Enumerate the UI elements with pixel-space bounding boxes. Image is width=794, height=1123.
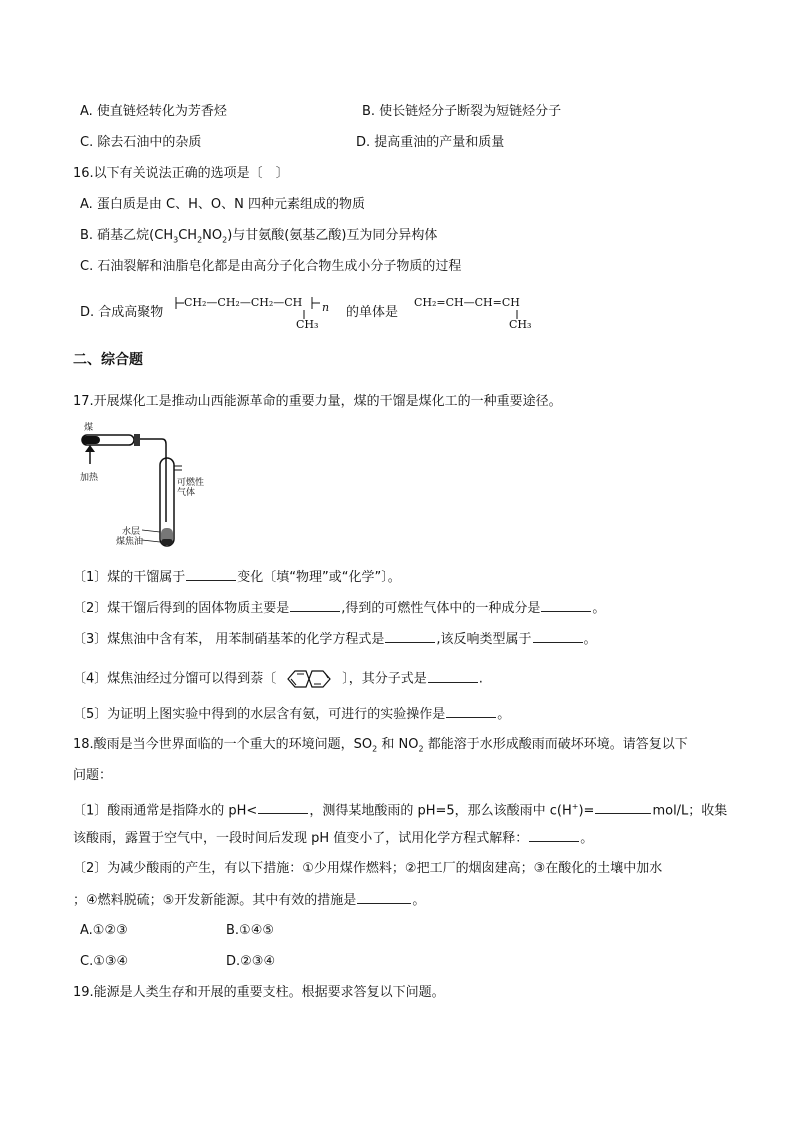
label-tar: 煤焦油 [116,537,144,547]
answer-blank[interactable] [290,599,340,612]
answer-blank[interactable] [258,801,308,814]
q17-part3: 〔3〕煤焦油中含有苯， 用苯制硝基苯的化学方程式是 ,该反响类型属于 。 [73,632,597,647]
q17-part5: 〔5〕为证明上图实验中得到的水层含有氨，可进行的实验操作是 。 [73,707,511,722]
q16-option-b: B. 硝基乙烷$(CH_3CH_2NO_2)$与甘氨酸(氨基乙酸)互为同分异构体 [80,228,438,245]
polymer-formula [172,293,344,333]
label-water: 水层 [122,527,141,537]
q16-option-d-prefix: D. 合成高聚物 [80,305,164,320]
answer-blank[interactable] [357,891,411,904]
naphthalene-structure [280,667,338,691]
answer-blank[interactable] [385,630,435,643]
q16-stem: 16.以下有关说法正确的选项是〔 〕 [73,166,289,181]
q18-stem-line2: 问题： [73,768,113,783]
q15-option-a: A. 使直链烃转化为芳香烃 [80,104,227,119]
q17-stem: 17.开展煤化工是推动山西能源革命的重要力量，煤的干馏是煤化工的一种重要途径。 [73,394,562,409]
q18-option-b: B.①④⑤ [226,923,275,938]
q18-option-a: A.①②③ [80,923,128,938]
label-coal: 煤 [84,423,94,433]
q18-stem-line1: 18.酸雨是当今世界面临的一个重大的环境问题，$SO_2$ 和 $NO_2$ 都能溶于水形成酸雨而破坏环境。请答复以下 [73,737,688,754]
q16-option-a: A. 蛋白质是由 C、H、O、N 四种元素组成的物质 [80,197,366,212]
q17-part4: 〔4〕煤焦油经过分馏可以得到萘〔 〕，其分子式是 . [73,667,483,691]
q17-part1: 〔1〕煤的干馏属于 变化〔填“物理”或“化学”〕。 [73,570,401,585]
q16-option-d-mid: 的单体是 [346,305,399,320]
answer-blank[interactable] [186,568,236,581]
answer-blank[interactable] [428,670,478,683]
q18-part2-line1: 〔2〕为减少酸雨的产生，有以下措施：①少用煤作燃料；②把工厂的烟囱建高；③在酸化的土壤中加水 [73,861,663,876]
monomer-formula [414,293,544,333]
answer-blank[interactable] [446,705,496,718]
q18-part1-line1: 〔1〕酸雨通常是指降水的 pH< ，测得某地酸雨的 pH=5，那么该酸雨中 c(H+)= mol/L；收集 [73,802,728,819]
q17-part2: 〔2〕煤干馏后得到的固体物质主要是 ,得到的可燃性气体中的一种成分是 。 [73,601,606,616]
section-heading: 二、综合题 [73,352,143,368]
q15-option-b: B. 使长链烃分子断裂为短链烃分子 [362,104,562,119]
label-heat: 加热 [80,473,99,483]
q15-option-d: D. 提高重油的产量和质量 [356,135,505,150]
label-gas: 可燃性 气体 [177,478,205,498]
dry-distillation-figure [74,422,224,552]
answer-blank[interactable] [533,630,583,643]
q18-option-c: C.①③④ [80,954,129,969]
q19-stem: 19.能源是人类生存和开展的重要支柱。根据要求答复以下问题。 [73,985,445,1000]
q18-part2-line2: ；④燃料脱硫；⑤开发新能源。其中有效的措施是 。 [73,893,426,908]
polymer-chain: CH₂—CH₂—CH₂—CH [184,296,303,309]
monomer-methyl: CH₃ [509,318,532,331]
polymer-n: n [322,301,330,314]
q18-option-d: D.②③④ [226,954,276,969]
q18-part1-line2: 该酸雨，露置于空气中，一段时间后发现 pH 值变小了，试用化学方程式解释： 。 [73,831,594,846]
answer-blank[interactable] [541,599,591,612]
q16-option-c: C. 石油裂解和油脂皂化都是由高分子化合物生成小分子物质的过程 [80,259,462,274]
polymer-methyl: CH₃ [296,318,319,331]
monomer-chain: CH₂=CH—CH=CH [414,296,520,309]
answer-blank[interactable] [529,829,579,842]
q15-option-c: C. 除去石油中的杂质 [80,135,202,150]
answer-blank[interactable] [595,801,651,814]
